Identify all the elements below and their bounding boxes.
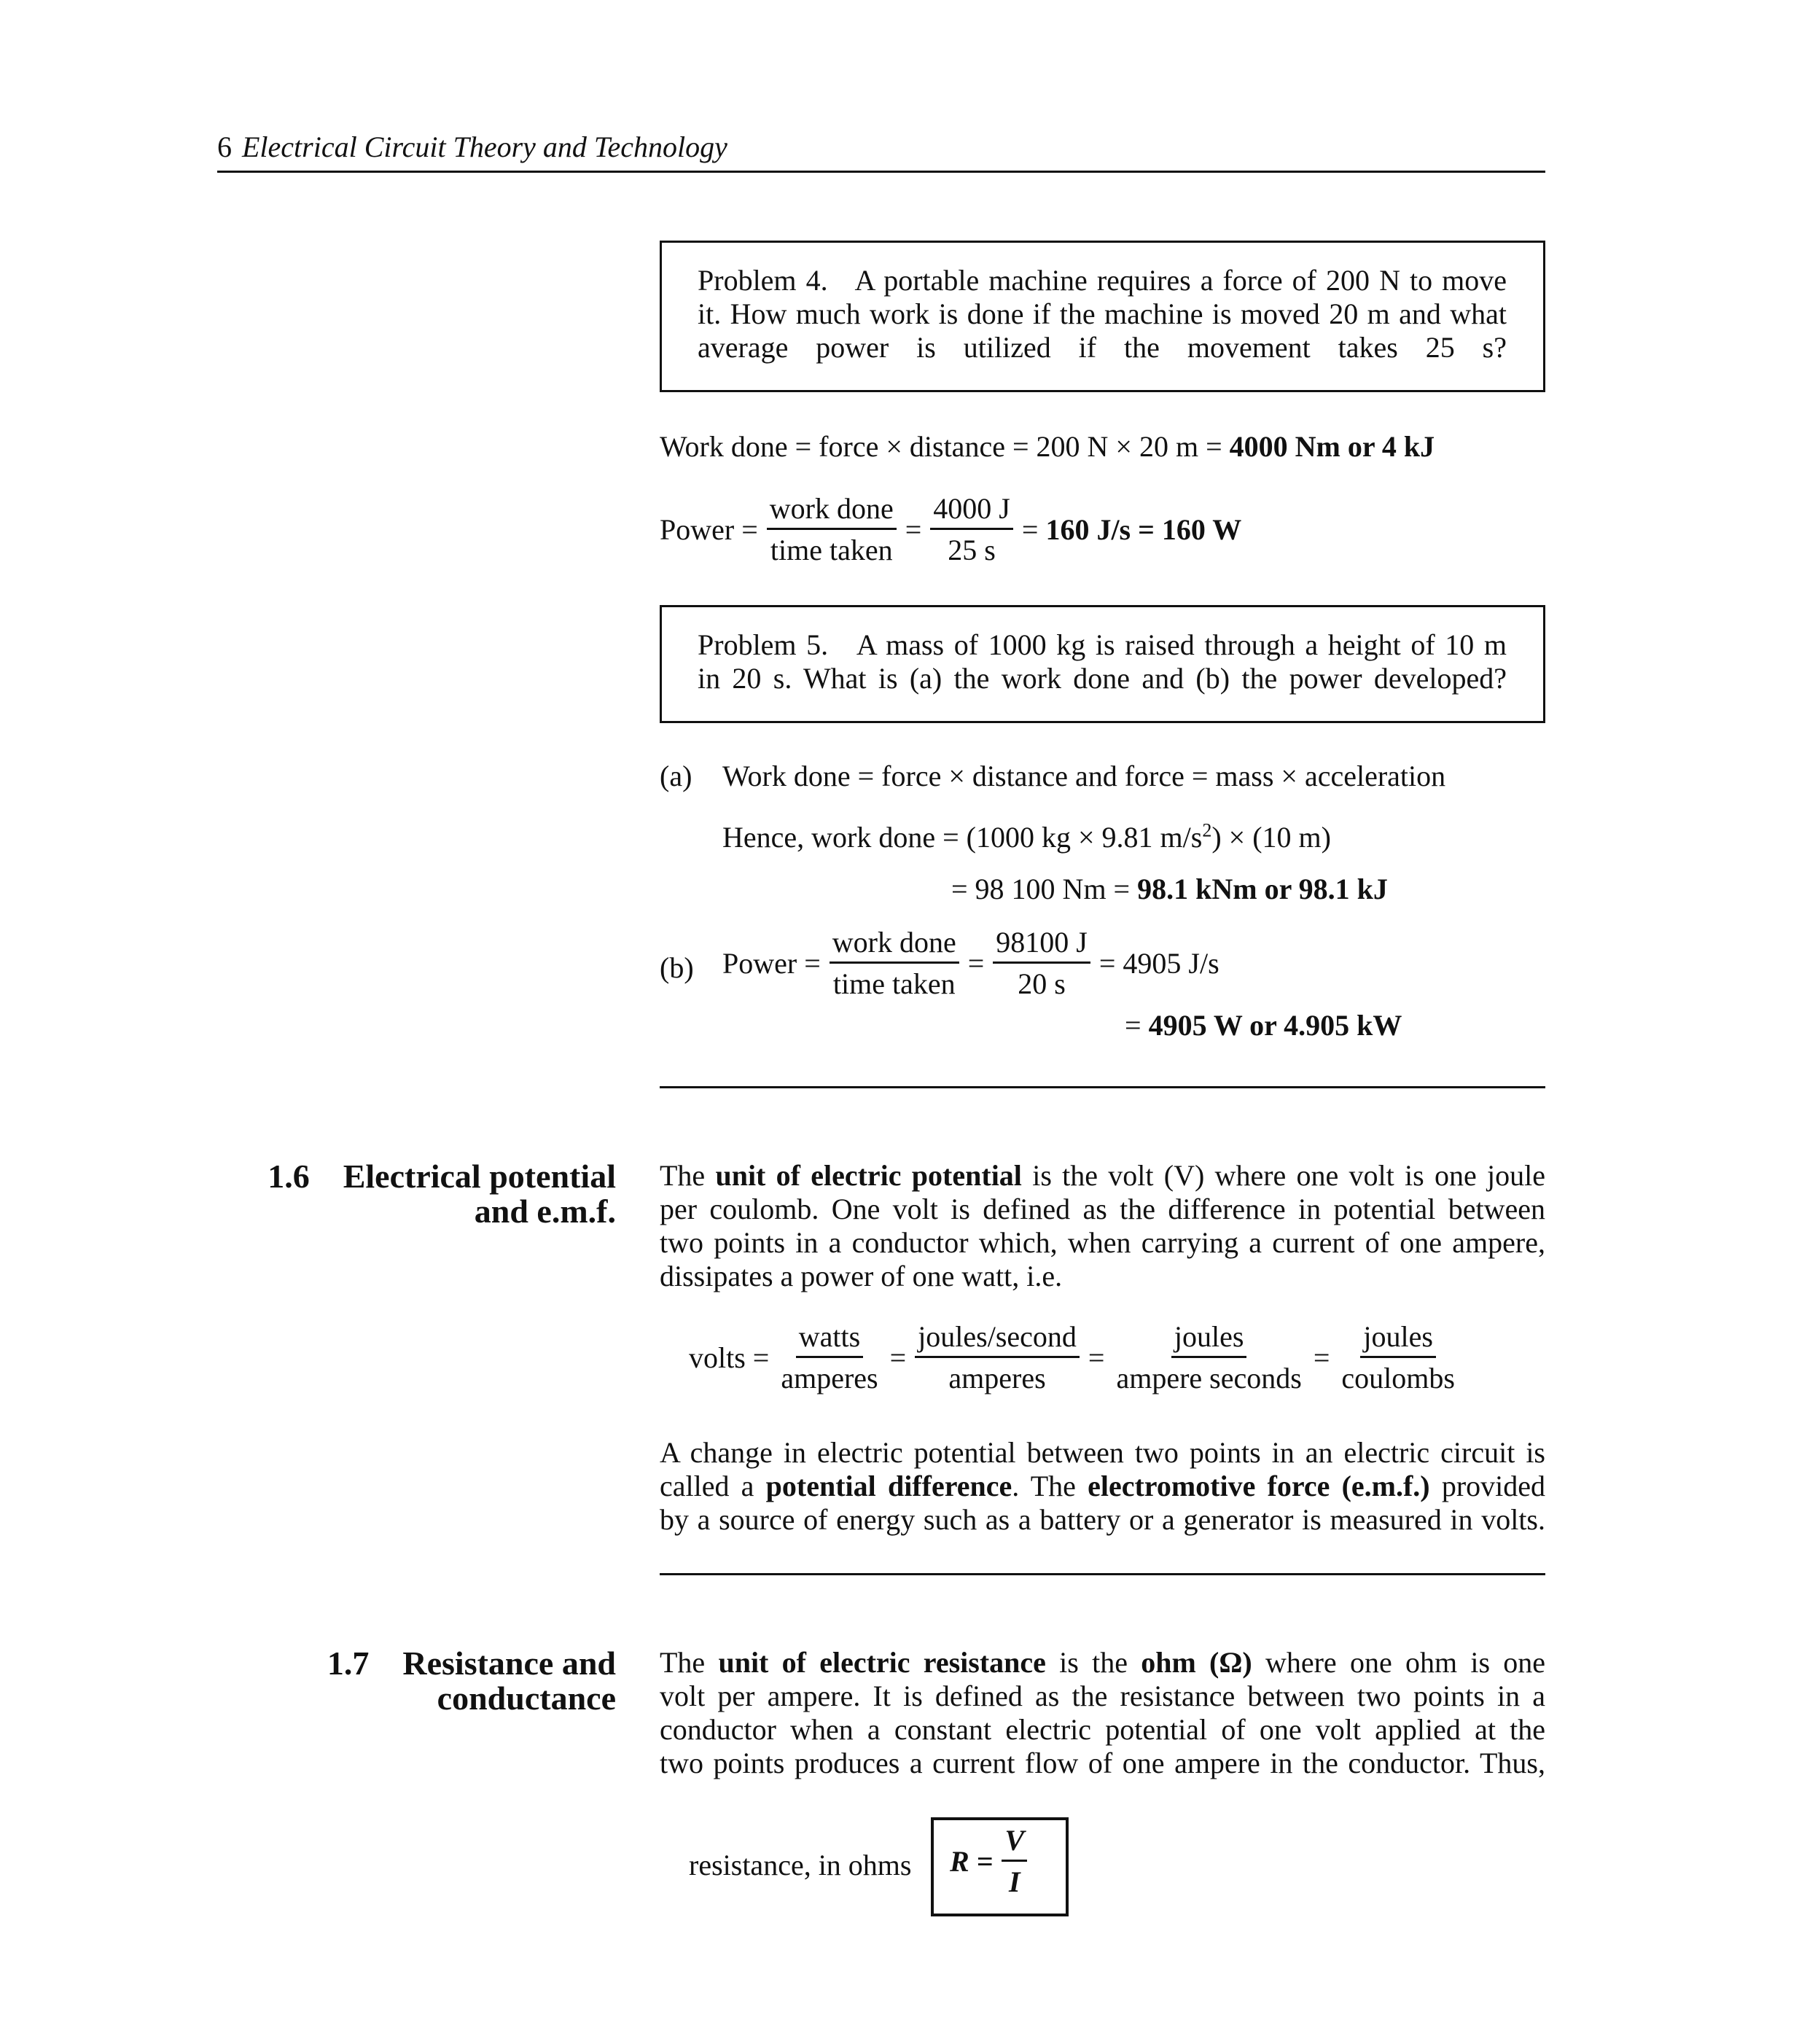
power-result: 160 J/s = 160 W <box>1045 513 1242 546</box>
page-number: 6 <box>217 130 232 163</box>
fraction: $\frac{V}{I}$ <box>1002 1826 1027 1897</box>
problem-5-label: Problem 5. <box>698 628 829 661</box>
part-a-result: 98.1 kNm or 98.1 kJ <box>1137 873 1388 905</box>
ohms-law-formula: R = $\frac{V}{I}$ <box>950 1826 1036 1897</box>
volts-equation: volts = $\frac{\text{watts}}{\text{amperes}}$ = $\frac{\text{joules/second}}{\text{amperes}}$ = $\frac{\text{joules}}{\text{ampere seconds}}$ = $\frac{\text{joules}}{\text{coulombs}}$ <box>689 1322 1467 1393</box>
power-equation: Power = $\frac{\text{work done}}{\text{time taken}}$ = $\frac{4000 J}{25 s}$ = 160 J/s = 160 W <box>660 492 1242 566</box>
part-b-power-equation: Power = $\frac{\text{work done}}{\text{time taken}}$ = $\frac{98100 J}{20 s}$ = 4905 J/s <box>722 926 1219 1000</box>
section-1-6-paragraph-2: A change in electric potential between two points in an electric circuit is called a potential difference. The electromotive force (e.m.f.) provided by a source of energy such as a battery or a generator is measured in volts. <box>660 1436 1546 1536</box>
fraction: $\frac{98100 J}{20 s}$ <box>993 928 1090 999</box>
section-1-7-paragraph: The unit of electric resistance is the ohm (Ω) where one ohm is one volt per ampere. It is defined as the resistance between two points in a conductor when a constant electric potential of one volt applied at the two points produces a current flow of one ampere in the conductor. Thus, <box>660 1646 1546 1779</box>
section-number: 1.7 <box>327 1645 370 1682</box>
header-rule <box>217 171 1545 173</box>
section-number: 1.6 <box>268 1158 310 1195</box>
part-a-line-1: Work done = force × distance and force = mass × acceleration <box>722 760 1446 792</box>
part-a-label: (a) <box>660 760 692 792</box>
problem-4-text <box>698 264 1507 364</box>
fraction: $\frac{\text{watts}}{\text{amperes}}$ <box>781 1320 878 1394</box>
section-1-7-heading: 1.7 Resistance and conductance <box>327 1645 616 1717</box>
fraction: $\frac{\text{joules/second}}{\text{amperes}}$ <box>915 1322 1080 1393</box>
fraction: $\frac{\text{joules}}{\text{ampere seconds}}$ <box>1116 1320 1302 1394</box>
part-b-line-2: = 4905 W or 4.905 kW <box>1125 1009 1402 1042</box>
problem-4-label: Problem 4. <box>698 264 828 297</box>
book-title: Electrical Circuit Theory and Technology <box>242 130 727 163</box>
problem-4-line-2: it. How much work is done if the machine is moved 20 m and what <box>698 297 1507 330</box>
section-1-6-heading: 1.6 Electrical potential and e.m.f. <box>268 1158 616 1230</box>
part-b-result: 4905 W or 4.905 kW <box>1148 1009 1402 1042</box>
work-done-line: Work done = force × distance = 200 N × 20 m = 4000 Nm or 4 kJ <box>660 430 1435 463</box>
part-a-line-2: Hence, work done = (1000 kg × 9.81 $m/s^2) \times (10$ m) <box>722 819 1331 854</box>
problem-5-text <box>698 628 1507 695</box>
problem-5-line-2: in 20 s. What is (a) the work done and (b) the power developed? <box>698 662 1507 695</box>
part-b-label: (b) <box>660 951 694 984</box>
fraction: $\frac{\text{work done}}{\text{time taken}}$ <box>830 928 959 999</box>
section-1-6-paragraph-1: The unit of electric potential is the volt (V) where one volt is one joule per coulomb. One volt is defined as the difference in potential between two points in a conductor which, when carrying a current of one ampere, dissipates a power of one watt, i.e. <box>660 1159 1545 1292</box>
problem-4-line-1: Problem 4. A portable machine requires a force of 200 N to move <box>698 264 1507 297</box>
formula-label: resistance, in ohms <box>689 1849 912 1881</box>
work-result: 4000 Nm or 4 kJ <box>1229 430 1435 463</box>
problem-5-line-1: Problem 5. A mass of 1000 kg is raised through a height of 10 m <box>698 628 1507 661</box>
section-divider <box>660 1086 1545 1088</box>
part-a-line-3: = 98 100 Nm = 98.1 kNm or 98.1 kJ <box>951 873 1388 905</box>
section-divider <box>660 1573 1545 1575</box>
fraction: $\frac{\text{joules}}{\text{coulombs}}$ <box>1341 1320 1455 1394</box>
fraction: $\frac{\text{work done}}{\text{time taken}}$ <box>767 494 897 565</box>
problem-4-line-3: average power is utilized if the movement takes 25 s? <box>698 331 1507 364</box>
fraction: $\frac{4000 J}{25 s}$ <box>930 494 1013 565</box>
running-head <box>217 130 727 164</box>
